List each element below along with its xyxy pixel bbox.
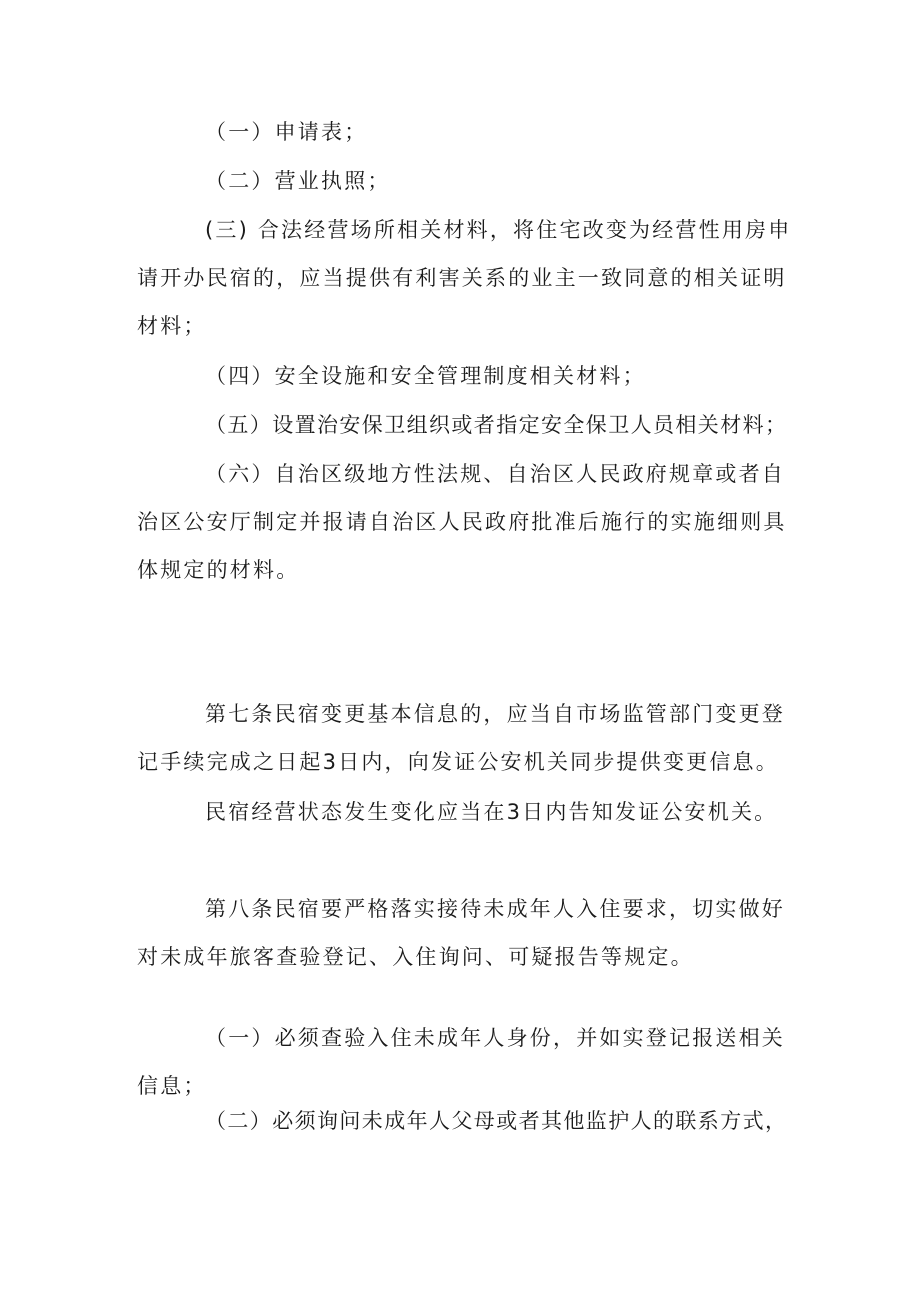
paragraph-item-6: （六）自治区级地方性法规、自治区人民政府规章或者自治区公安厅制定并报请自治区人民政府批准后施行的实施细则具体规定的材料。 bbox=[137, 462, 787, 582]
paragraph-item-3: (三) 合法经营场所相关材料，将住宅改变为经营性用房申请开办民宿的，应当提供有利害关系的业主一致同意的相关证明材料； bbox=[137, 218, 792, 338]
article-7-paragraph: 第七条民宿变更基本信息的，应当自市场监管部门变更登记手续完成之日起3日内，向发证公安机关同步提供变更信息。 bbox=[137, 702, 785, 774]
paragraph-item-2: （二）营业执照； bbox=[205, 169, 391, 193]
article-8-item-1: （一）必须查验入住未成年人身份，并如实登记报送相关信息； bbox=[137, 1026, 785, 1098]
paragraph-item-5: （五）设置治安保卫组织或者指定安全保卫人员相关材料； bbox=[205, 413, 788, 437]
article-8-paragraph: 第八条民宿要严格落实接待未成年人入住要求，切实做好对未成年旅客查验登记、入住询问、可疑报告等规定。 bbox=[137, 897, 785, 969]
article-7-notice-paragraph: 民宿经营状态发生变化应当在3日内告知发证公安机关。 bbox=[205, 800, 778, 824]
paragraph-item-1: （一）申请表； bbox=[205, 120, 368, 144]
paragraph-item-4: （四）安全设施和安全管理制度相关材料； bbox=[205, 364, 646, 388]
article-8-item-2: （二）必须询问未成年人父母或者其他监护人的联系方式， bbox=[205, 1109, 788, 1133]
